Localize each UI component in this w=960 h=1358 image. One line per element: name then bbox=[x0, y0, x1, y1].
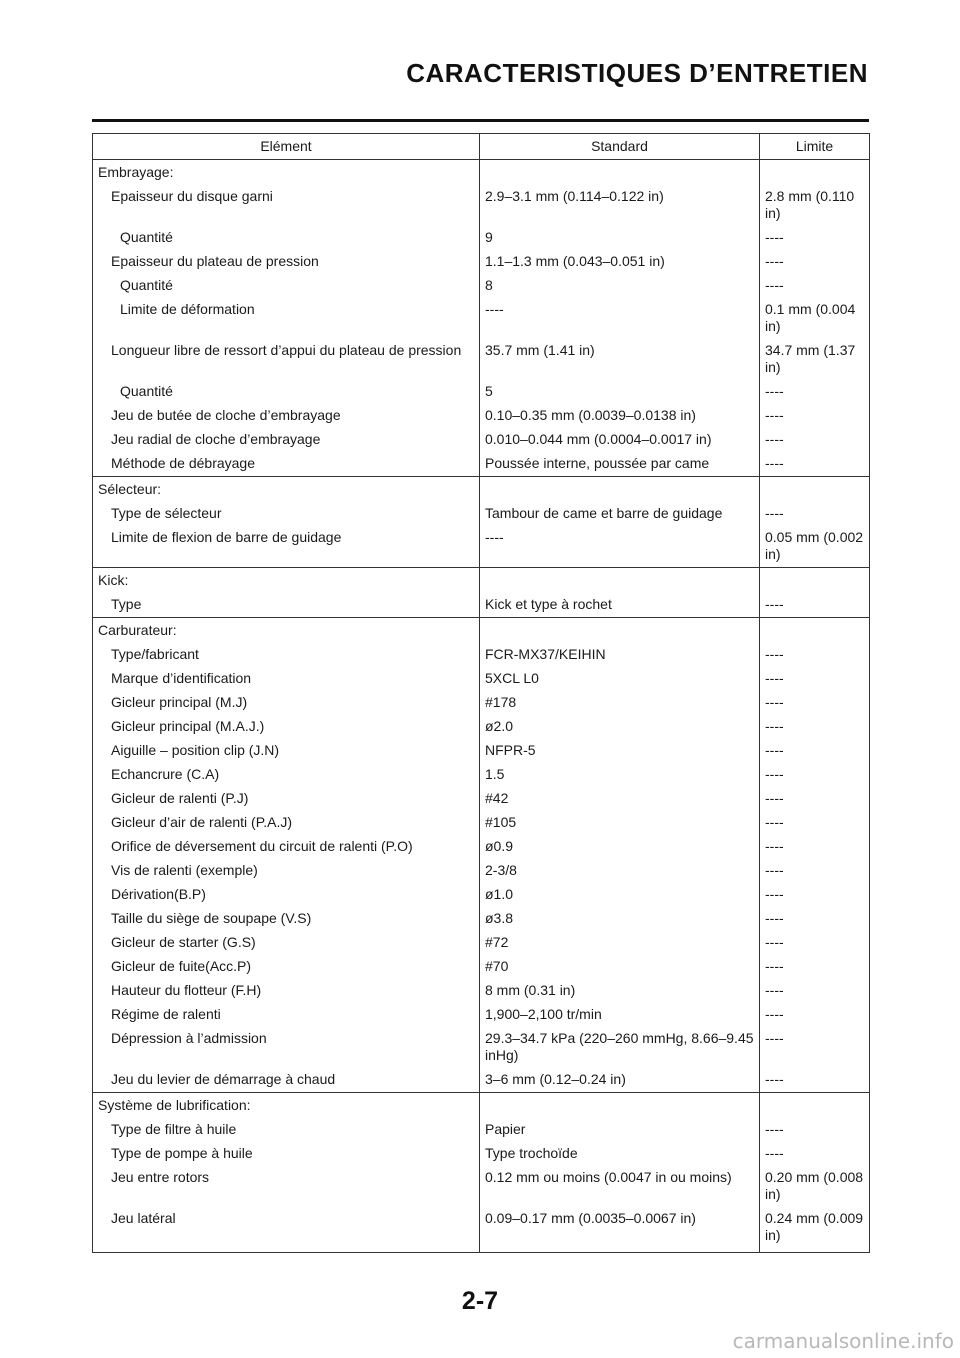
limit-cell: ---- bbox=[760, 1068, 870, 1093]
standard-cell: Tambour de came et barre de guidage bbox=[480, 502, 760, 526]
table-body bbox=[93, 160, 870, 1253]
limit-cell: ---- bbox=[760, 643, 870, 667]
standard-cell: 8 bbox=[480, 274, 760, 298]
header-limit: Limite bbox=[760, 134, 870, 160]
section-limit-blank bbox=[760, 1093, 870, 1119]
table-row bbox=[93, 667, 870, 691]
element-cell: Epaisseur du plateau de pression bbox=[93, 250, 480, 274]
element-cell: Type de pompe à huile bbox=[93, 1142, 480, 1166]
element-cell: Type de filtre à huile bbox=[93, 1118, 480, 1142]
header-element: Elément bbox=[93, 134, 480, 160]
standard-cell: ---- bbox=[480, 298, 760, 339]
table-row bbox=[93, 1068, 870, 1093]
element-cell: Hauteur du flotteur (F.H) bbox=[93, 979, 480, 1003]
standard-cell: 0.12 mm ou moins (0.0047 in ou moins) bbox=[480, 1166, 760, 1207]
standard-cell: ø3.8 bbox=[480, 907, 760, 931]
element-cell: Quantité bbox=[93, 274, 480, 298]
section-standard-blank bbox=[480, 568, 760, 594]
table-row bbox=[93, 404, 870, 428]
section-limit-blank bbox=[760, 568, 870, 594]
standard-cell: ø0.9 bbox=[480, 835, 760, 859]
section-standard-blank bbox=[480, 477, 760, 503]
section-standard-blank bbox=[480, 160, 760, 186]
table-row bbox=[93, 835, 870, 859]
table-row bbox=[93, 715, 870, 739]
element-cell: Jeu radial de cloche d’embrayage bbox=[93, 428, 480, 452]
element-cell: Méthode de débrayage bbox=[93, 452, 480, 477]
limit-cell: ---- bbox=[760, 1118, 870, 1142]
limit-cell: ---- bbox=[760, 859, 870, 883]
limit-cell: ---- bbox=[760, 1142, 870, 1166]
standard-cell: 5XCL L0 bbox=[480, 667, 760, 691]
standard-cell: FCR-MX37/KEIHIN bbox=[480, 643, 760, 667]
limit-cell: 0.05 mm (0.002 in) bbox=[760, 526, 870, 568]
limit-cell: ---- bbox=[760, 715, 870, 739]
standard-cell: Type trochoïde bbox=[480, 1142, 760, 1166]
section-row bbox=[93, 477, 870, 503]
table-row bbox=[93, 593, 870, 618]
table-row bbox=[93, 859, 870, 883]
standard-cell: ---- bbox=[480, 526, 760, 568]
element-cell: Dérivation(B.P) bbox=[93, 883, 480, 907]
table-row bbox=[93, 452, 870, 477]
standard-cell: 0.10–0.35 mm (0.0039–0.0138 in) bbox=[480, 404, 760, 428]
table-row bbox=[93, 526, 870, 568]
standard-cell: 2.9–3.1 mm (0.114–0.122 in) bbox=[480, 185, 760, 226]
limit-cell: ---- bbox=[760, 380, 870, 404]
element-cell: Gicleur de starter (G.S) bbox=[93, 931, 480, 955]
table-row bbox=[93, 1118, 870, 1142]
limit-cell: ---- bbox=[760, 404, 870, 428]
watermark: carmanualsonline.info bbox=[732, 1329, 954, 1353]
limit-cell: ---- bbox=[760, 787, 870, 811]
element-cell: Quantité bbox=[93, 226, 480, 250]
limit-cell: 34.7 mm (1.37 in) bbox=[760, 339, 870, 380]
limit-cell: ---- bbox=[760, 763, 870, 787]
element-cell: Dépression à l’admission bbox=[93, 1027, 480, 1068]
element-cell: Marque d’identification bbox=[93, 667, 480, 691]
table-row bbox=[93, 502, 870, 526]
section-row bbox=[93, 1093, 870, 1119]
table-row bbox=[93, 226, 870, 250]
element-cell: Gicleur principal (M.A.J.) bbox=[93, 715, 480, 739]
limit-cell: ---- bbox=[760, 667, 870, 691]
section-limit-blank bbox=[760, 477, 870, 503]
limit-cell: 0.1 mm (0.004 in) bbox=[760, 298, 870, 339]
standard-cell: #105 bbox=[480, 811, 760, 835]
element-cell: Limite de flexion de barre de guidage bbox=[93, 526, 480, 568]
table-row bbox=[93, 250, 870, 274]
standard-cell: 1,900–2,100 tr/min bbox=[480, 1003, 760, 1027]
standard-cell: 1.5 bbox=[480, 763, 760, 787]
element-cell: Limite de déformation bbox=[93, 298, 480, 339]
limit-cell: ---- bbox=[760, 274, 870, 298]
element-cell: Type de sélecteur bbox=[93, 502, 480, 526]
spec-table bbox=[92, 133, 870, 1253]
standard-cell: ø2.0 bbox=[480, 715, 760, 739]
element-cell: Type/fabricant bbox=[93, 643, 480, 667]
table-row bbox=[93, 691, 870, 715]
table-row bbox=[93, 185, 870, 226]
element-cell: Régime de ralenti bbox=[93, 1003, 480, 1027]
table-row bbox=[93, 1207, 870, 1253]
limit-cell: ---- bbox=[760, 428, 870, 452]
table-row bbox=[93, 428, 870, 452]
section-limit-blank bbox=[760, 618, 870, 644]
standard-cell: 35.7 mm (1.41 in) bbox=[480, 339, 760, 380]
limit-cell: ---- bbox=[760, 452, 870, 477]
limit-cell: ---- bbox=[760, 907, 870, 931]
table-row bbox=[93, 763, 870, 787]
limit-cell: ---- bbox=[760, 1027, 870, 1068]
standard-cell: #178 bbox=[480, 691, 760, 715]
standard-cell: Papier bbox=[480, 1118, 760, 1142]
table-row bbox=[93, 931, 870, 955]
section-title: Kick: bbox=[93, 568, 480, 594]
element-cell: Vis de ralenti (exemple) bbox=[93, 859, 480, 883]
limit-cell: ---- bbox=[760, 502, 870, 526]
element-cell: Quantité bbox=[93, 380, 480, 404]
element-cell: Jeu latéral bbox=[93, 1207, 480, 1253]
limit-cell: ---- bbox=[760, 835, 870, 859]
standard-cell: 3–6 mm (0.12–0.24 in) bbox=[480, 1068, 760, 1093]
table-row bbox=[93, 1003, 870, 1027]
limit-cell: ---- bbox=[760, 811, 870, 835]
standard-cell: 8 mm (0.31 in) bbox=[480, 979, 760, 1003]
section-limit-blank bbox=[760, 160, 870, 186]
limit-cell: ---- bbox=[760, 979, 870, 1003]
element-cell: Aiguille – position clip (J.N) bbox=[93, 739, 480, 763]
section-standard-blank bbox=[480, 618, 760, 644]
standard-cell: 0.09–0.17 mm (0.0035–0.0067 in) bbox=[480, 1207, 760, 1253]
section-title: Système de lubrification: bbox=[93, 1093, 480, 1119]
section-row bbox=[93, 568, 870, 594]
standard-cell: 2-3/8 bbox=[480, 859, 760, 883]
standard-cell: 9 bbox=[480, 226, 760, 250]
section-row bbox=[93, 160, 870, 186]
limit-cell: ---- bbox=[760, 593, 870, 618]
limit-cell: ---- bbox=[760, 931, 870, 955]
limit-cell: ---- bbox=[760, 955, 870, 979]
table-row bbox=[93, 339, 870, 380]
table-row bbox=[93, 739, 870, 763]
limit-cell: ---- bbox=[760, 739, 870, 763]
section-standard-blank bbox=[480, 1093, 760, 1119]
element-cell: Echancrure (C.A) bbox=[93, 763, 480, 787]
title-rule bbox=[92, 119, 869, 122]
table-row bbox=[93, 1142, 870, 1166]
element-cell: Orifice de déversement du circuit de ralenti (P.O) bbox=[93, 835, 480, 859]
section-title: Sélecteur: bbox=[93, 477, 480, 503]
element-cell: Epaisseur du disque garni bbox=[93, 185, 480, 226]
element-cell: Jeu de butée de cloche d’embrayage bbox=[93, 404, 480, 428]
table-row bbox=[93, 643, 870, 667]
limit-cell: ---- bbox=[760, 691, 870, 715]
section-title: Carburateur: bbox=[93, 618, 480, 644]
table-row bbox=[93, 979, 870, 1003]
limit-cell: ---- bbox=[760, 1003, 870, 1027]
standard-cell: Kick et type à rochet bbox=[480, 593, 760, 618]
page-number: 2-7 bbox=[461, 1287, 499, 1315]
section-title: Embrayage: bbox=[93, 160, 480, 186]
table-row bbox=[93, 1027, 870, 1068]
table-row bbox=[93, 274, 870, 298]
standard-cell: NFPR-5 bbox=[480, 739, 760, 763]
standard-cell: #42 bbox=[480, 787, 760, 811]
standard-cell: 5 bbox=[480, 380, 760, 404]
table-row bbox=[93, 298, 870, 339]
table-row bbox=[93, 907, 870, 931]
element-cell: Gicleur d’air de ralenti (P.A.J) bbox=[93, 811, 480, 835]
section-row bbox=[93, 618, 870, 644]
element-cell: Taille du siège de soupape (V.S) bbox=[93, 907, 480, 931]
table-row bbox=[93, 1166, 870, 1207]
header-standard: Standard bbox=[480, 134, 760, 160]
limit-cell: 0.20 mm (0.008 in) bbox=[760, 1166, 870, 1207]
element-cell: Jeu du levier de démarrage à chaud bbox=[93, 1068, 480, 1093]
standard-cell: 0.010–0.044 mm (0.0004–0.0017 in) bbox=[480, 428, 760, 452]
page-title: CARACTERISTIQUES D’ENTRETIEN bbox=[406, 58, 868, 88]
standard-cell: 1.1–1.3 mm (0.043–0.051 in) bbox=[480, 250, 760, 274]
limit-cell: 0.24 mm (0.009 in) bbox=[760, 1207, 870, 1253]
standard-cell: #70 bbox=[480, 955, 760, 979]
element-cell: Gicleur de fuite(Acc.P) bbox=[93, 955, 480, 979]
table-header bbox=[93, 134, 870, 160]
table-row bbox=[93, 811, 870, 835]
table-row bbox=[93, 787, 870, 811]
table-row bbox=[93, 380, 870, 404]
limit-cell: 2.8 mm (0.110 in) bbox=[760, 185, 870, 226]
element-cell: Jeu entre rotors bbox=[93, 1166, 480, 1207]
standard-cell: Poussée interne, poussée par came bbox=[480, 452, 760, 477]
limit-cell: ---- bbox=[760, 250, 870, 274]
element-cell: Longueur libre de ressort d’appui du plateau de pression bbox=[93, 339, 480, 380]
standard-cell: ø1.0 bbox=[480, 883, 760, 907]
table-row bbox=[93, 883, 870, 907]
standard-cell: 29.3–34.7 kPa (220–260 mmHg, 8.66–9.45 inHg) bbox=[480, 1027, 760, 1068]
table-row bbox=[93, 955, 870, 979]
element-cell: Gicleur de ralenti (P.J) bbox=[93, 787, 480, 811]
limit-cell: ---- bbox=[760, 883, 870, 907]
limit-cell: ---- bbox=[760, 226, 870, 250]
element-cell: Gicleur principal (M.J) bbox=[93, 691, 480, 715]
standard-cell: #72 bbox=[480, 931, 760, 955]
element-cell: Type bbox=[93, 593, 480, 618]
